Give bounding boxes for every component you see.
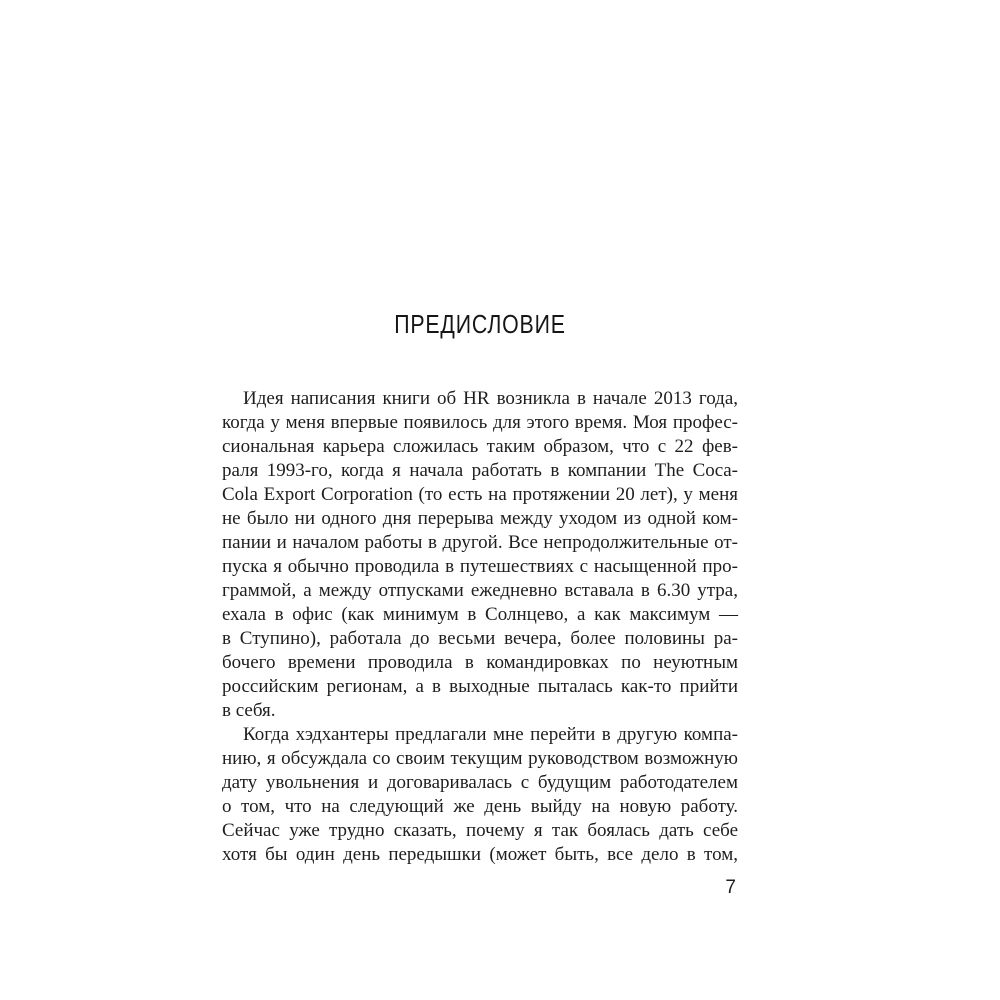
body-line: российским регионам, а в выходные пыталась как-то прийти [222, 676, 738, 697]
body-line: нию, я обсуждала со своим текущим руководством возможную [222, 748, 738, 769]
body-line: раля 1993-го, когда я начала работать в компании The Coca- [222, 460, 738, 481]
body-line: дату увольнения и договаривалась с будущим работодателем [222, 772, 738, 793]
body-line: сиональная карьера сложилась таким образом, что с 22 фев- [222, 436, 738, 457]
body-line: ехала в офис (как минимум в Солнцево, а как максимум — [222, 604, 738, 625]
body-line: Когда хэдхантеры предлагали мне перейти в другую компа- [243, 724, 738, 745]
chapter-title: ПРЕДИСЛОВИЕ [394, 309, 566, 339]
body-line: бочего времени проводила в командировках по неуютным [222, 652, 738, 673]
body-line: Идея написания книги об HR возникла в начале 2013 года, [243, 388, 738, 409]
body-line: пании и началом работы в другой. Все непродолжительные от- [222, 532, 738, 553]
body-line: хотя бы один день передышки (может быть, все дело в том, [222, 844, 738, 865]
body-line: о том, что на следующий же день выйду на новую работу. [222, 796, 738, 817]
body-line: в Ступино), работала до весьми вечера, более половины ра- [222, 628, 738, 649]
body-line: пуска я обычно проводила в путешествиях с насыщенной про- [222, 556, 738, 577]
body-line: не было ни одного дня перерыва между уходом из одной ком- [222, 508, 738, 529]
body-line: Cola Export Corporation (то есть на протяжении 20 лет), у меня [222, 484, 738, 505]
body-line: граммой, а между отпусками ежедневно вставала в 6.30 утра, [222, 580, 738, 601]
body-text [222, 387, 738, 867]
body-line: Сейчас уже трудно сказать, почему я так боялась дать себе [222, 820, 738, 841]
body-line: в себя. [222, 700, 276, 721]
page-number: 7 [725, 877, 736, 898]
body-line: когда у меня впервые появилось для этого время. Моя профес- [222, 412, 738, 433]
